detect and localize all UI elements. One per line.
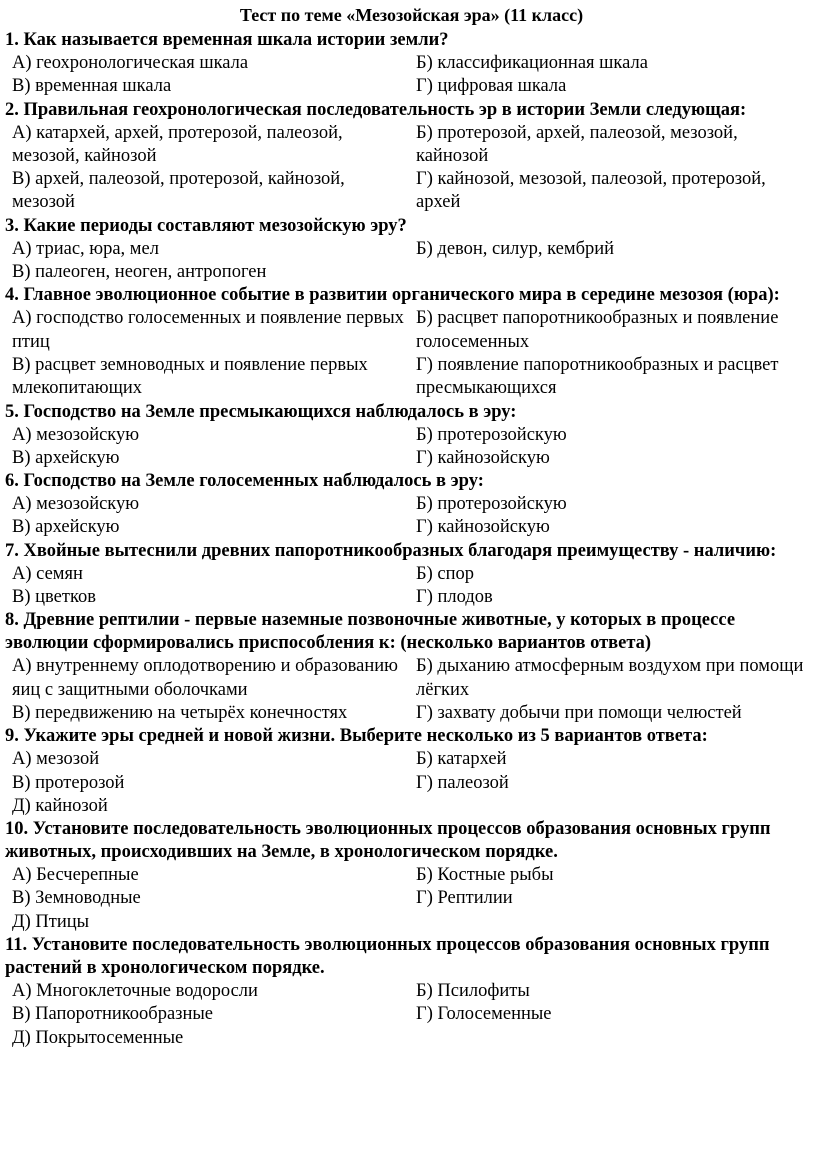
question-block — [5, 540, 808, 610]
answer-row — [5, 52, 808, 75]
answer-row — [5, 911, 808, 934]
answer-option: Б) Псилофиты — [416, 981, 530, 1002]
answer-option — [414, 1027, 808, 1050]
answer-option: Г) появление папоротникообразных и расцвет пресмыкающихся — [416, 354, 779, 399]
answer-row — [5, 795, 808, 818]
answer-row — [5, 748, 808, 771]
answer-option: Г) палеозой — [416, 772, 509, 793]
answer-option: В) расцвет земноводных и появление первых млекопитающих — [12, 354, 368, 399]
answer-row — [5, 354, 808, 401]
answer-row — [5, 307, 808, 354]
answer-option — [414, 911, 808, 934]
question-text: 9. Укажите эры средней и новой жизни. Выберите несколько из 5 вариантов ответа: — [5, 726, 708, 747]
question-text: 7. Хвойные вытеснили древних папоротникообразных благодаря преимуществу - наличию: — [5, 540, 777, 561]
answer-option: В) временная шкала — [12, 76, 172, 97]
answer-option: Г) Рептилии — [416, 888, 513, 909]
answer-option: В) Папоротникообразные — [12, 1004, 214, 1025]
question-text: 6. Господство на Земле голосеменных наблюдалось в эру: — [5, 471, 484, 492]
answer-row — [5, 424, 808, 447]
question-block — [5, 284, 808, 400]
question-text: 3. Какие периоды составляют мезозойскую эру? — [5, 215, 407, 236]
answer-option: В) архейскую — [12, 447, 120, 468]
answer-option: Д) Птицы — [12, 911, 90, 932]
questions-list — [5, 29, 808, 1050]
answer-row — [5, 75, 808, 98]
answer-row — [5, 238, 808, 261]
answer-row — [5, 447, 808, 470]
answer-option: В) протерозой — [12, 772, 125, 793]
question-block — [5, 934, 808, 1050]
answer-option: А) Бесчерепные — [12, 865, 139, 886]
answer-option: В) передвижению на четырёх конечностях — [12, 702, 348, 723]
answer-option — [414, 261, 808, 284]
answer-option: А) триас, юра, мел — [12, 238, 159, 259]
answer-option: Б) классификационная шкала — [416, 53, 648, 73]
question-block — [5, 99, 808, 215]
answer-option: А) геохронологическая шкала — [12, 53, 249, 73]
answer-option: А) катархей, архей, протерозой, палеозой, мезозой, кайнозой — [12, 122, 343, 166]
answer-option: Б) дыханию атмосферным воздухом при помощи лёгких — [416, 656, 804, 700]
question-block — [5, 470, 808, 540]
answer-option: А) господство голосеменных и появление первых птиц — [12, 308, 404, 352]
answer-row — [5, 864, 808, 887]
answer-option: В) цветков — [12, 587, 96, 608]
answer-option: Г) плодов — [416, 587, 493, 608]
answer-option: Б) протерозойскую — [416, 494, 567, 515]
question-text: 10. Установите последовательность эволюционных процессов образования основных групп животных, происходивших на Земле, в хронологическом порядке. — [5, 819, 771, 863]
answer-option: Б) спор — [416, 563, 475, 584]
answer-option: Б) протерозойскую — [416, 424, 567, 445]
answer-row — [5, 261, 808, 284]
question-text: 11. Установите последовательность эволюционных процессов образования основных групп растений в хронологическом порядке. — [5, 935, 770, 979]
answer-row — [5, 655, 808, 702]
answer-option: А) мезозойскую — [12, 424, 140, 445]
answer-option — [414, 795, 808, 818]
answer-row — [5, 516, 808, 539]
answer-option: А) мезозой — [12, 749, 100, 770]
answer-option: В) архей, палеозой, протерозой, кайнозой, мезозой — [12, 169, 345, 213]
answer-row — [5, 887, 808, 910]
answer-option: А) Многоклеточные водоросли — [12, 981, 258, 1002]
answer-option: Г) кайнозойскую — [416, 447, 550, 468]
answer-option: Г) кайнозой, мезозой, палеозой, протерозой, архей — [416, 169, 766, 213]
answer-option: Г) Голосеменные — [416, 1004, 552, 1025]
answer-option: Г) кайнозойскую — [416, 517, 550, 538]
question-text: 5. Господство на Земле пресмыкающихся наблюдалось в эру: — [5, 401, 517, 422]
answer-option: Г) цифровая шкала — [416, 76, 567, 97]
answer-option: Д) кайнозой — [12, 795, 108, 816]
answer-option: А) внутреннему оплодотворению и образованию яиц с защитными оболочками — [12, 656, 398, 700]
question-block — [5, 725, 808, 818]
question-text: 1. Как называется временная шкала истории земли? — [5, 30, 449, 50]
answer-row — [5, 168, 808, 215]
answer-row — [5, 493, 808, 516]
question-block — [5, 215, 808, 285]
question-block — [5, 29, 808, 99]
answer-row — [5, 586, 808, 609]
answer-option: Б) расцвет папоротникообразных и появление голосеменных — [416, 308, 779, 352]
answer-option: Г) захвату добычи при помощи челюстей — [416, 702, 742, 723]
answer-option: В) Земноводные — [12, 888, 141, 909]
answer-row — [5, 1027, 808, 1050]
answer-row — [5, 702, 808, 725]
answer-option: Б) девон, силур, кембрий — [416, 238, 615, 259]
answer-option: Д) Покрытосеменные — [12, 1027, 184, 1048]
question-block — [5, 401, 808, 471]
question-text: 2. Правильная геохронологическая последовательность эр в истории Земли следующая: — [5, 99, 747, 120]
answer-option: Б) Костные рыбы — [416, 865, 554, 886]
answer-row — [5, 563, 808, 586]
answer-option: В) архейскую — [12, 517, 120, 538]
question-block — [5, 609, 808, 725]
answer-row — [5, 772, 808, 795]
question-text: 8. Древние рептилии - первые наземные позвоночные животные, у которых в процессе эволюции сформировались приспособления к: (несколько вариантов ответа) — [5, 610, 736, 654]
answer-row — [5, 1003, 808, 1026]
answer-option: А) семян — [12, 563, 83, 584]
answer-option: Б) катархей — [416, 749, 507, 770]
answer-row — [5, 980, 808, 1003]
question-block — [5, 818, 808, 934]
page-title: Тест по теме «Мезозойская эра» (11 класс) — [239, 5, 584, 25]
answer-option: В) палеоген, неоген, антропоген — [12, 262, 267, 283]
answer-option: Б) протерозой, архей, палеозой, мезозой, кайнозой — [416, 122, 738, 166]
answer-option: А) мезозойскую — [12, 494, 140, 515]
question-text: 4. Главное эволюционное событие в развитии органического мира в середине мезозоя (юра): — [5, 285, 780, 306]
answer-row — [5, 122, 808, 169]
